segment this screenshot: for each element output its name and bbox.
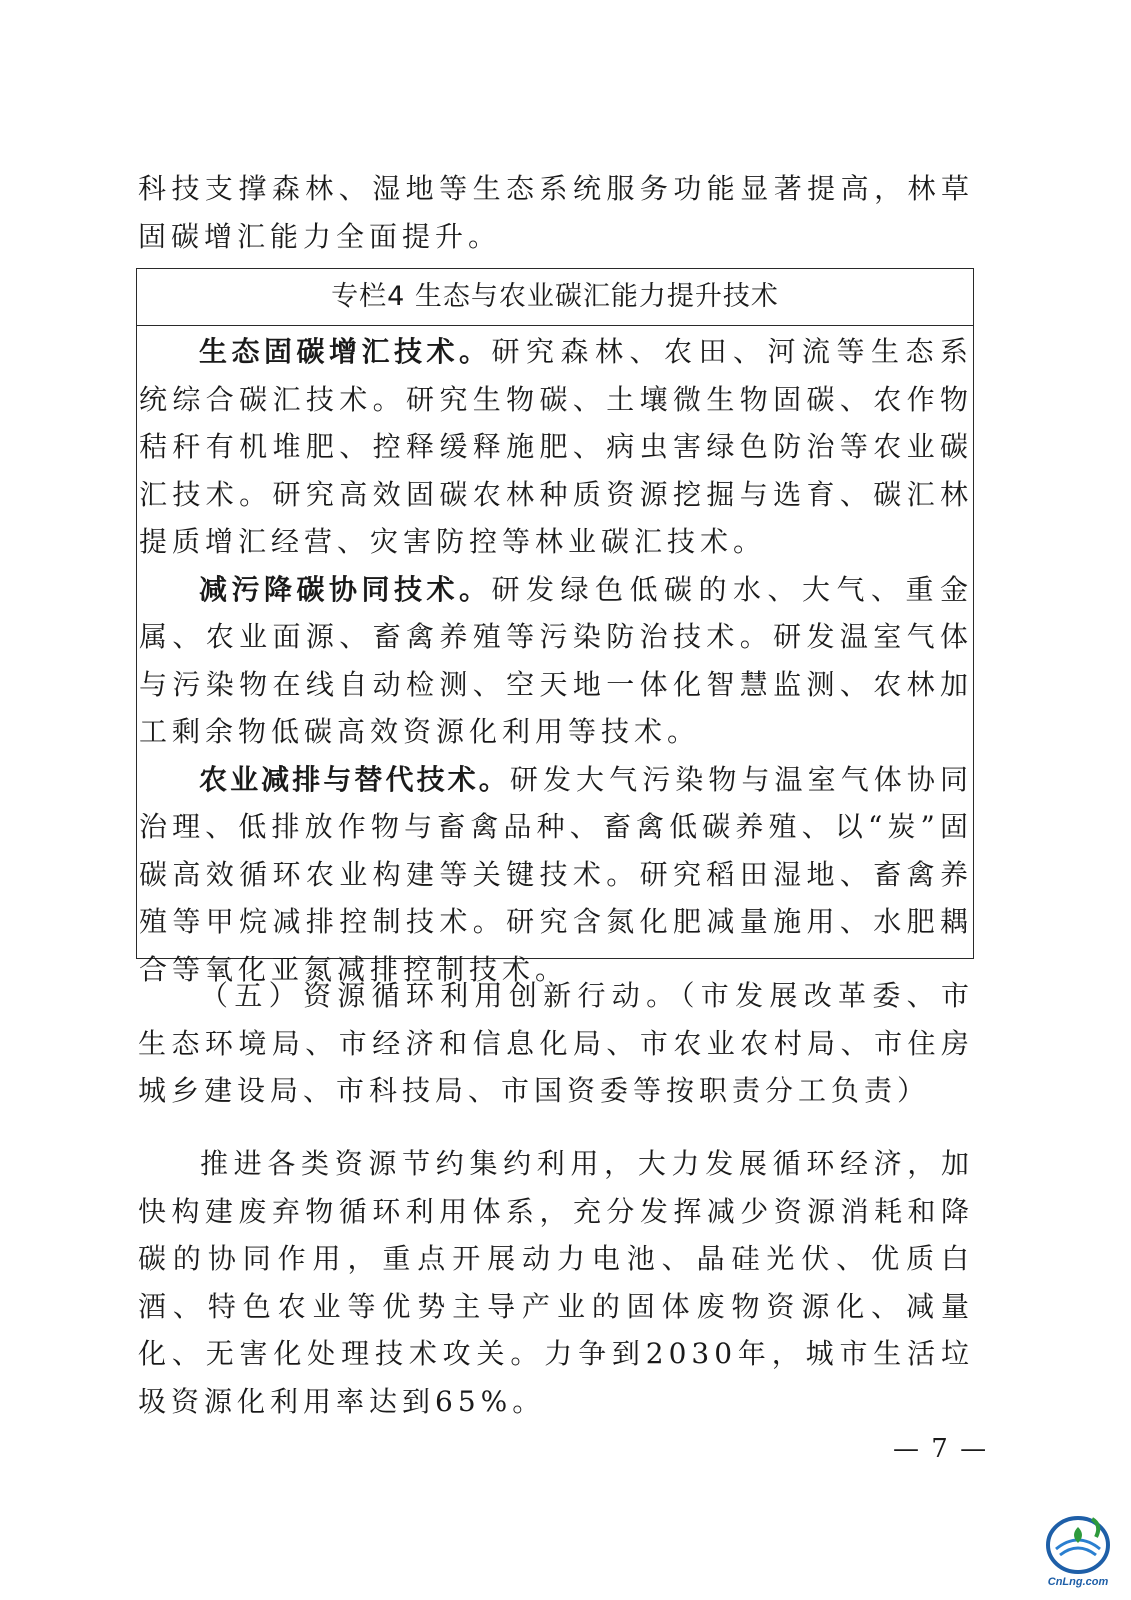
box-body (137, 326, 973, 993)
section-body: 推进各类资源节约集约利用，大力发展循环经济，加快构建废弃物循环利用体系，充分发挥减少资源消耗和降碳的协同作用，重点开展动力电池、晶硅光伏、优质白酒、特色农业等优势主导产业的固体废物资源化、减量化、无害化处理技术攻关。力争到2030年，城市生活垃圾资源化利用率达到65%。 (138, 1147, 974, 1418)
box-item-pollution-reduction (139, 566, 973, 756)
page-number: — 7 — (893, 1434, 989, 1464)
box-title: 专栏4 生态与农业碳汇能力提升技术 (137, 269, 973, 326)
box-item-lead: 减污降碳协同技术。 (199, 572, 492, 606)
cnlng-logo-icon (1036, 1511, 1120, 1591)
box-item-text: 研发绿色低碳的水、大气、重金属、农业面源、畜禽养殖等污染防治技术。研发温室气体与污染物在线自动检测、空天地一体化智慧监测、农林加工剩余物低碳高效资源化利用等技术。 (139, 572, 973, 748)
logo-text: CnLng.com (1047, 1576, 1109, 1588)
box-item-lead: 农业减排与替代技术。 (199, 762, 510, 796)
box-item-ecological-carbon (139, 328, 973, 566)
box-item-agriculture-reduction (139, 756, 973, 994)
cnlng-logo (1036, 1511, 1120, 1591)
special-column-box (136, 268, 974, 986)
section-heading: （五）资源循环利用创新行动。（市发展改革委、市生态环境局、市经济和信息化局、市农业农村局、市住房城乡建设局、市科技局、市国资委等按职责分工负责） (138, 979, 974, 1107)
box-item-text: 研发大气污染物与温室气体协同治理、低排放作物与畜禽品种、畜禽低碳养殖、以“炭”固碳高效循环农业构建等关键技术。研究稻田湿地、畜禽养殖等甲烷减排控制技术。研究含氮化肥减量施用、水肥耦合等氧化亚氮减排控制技术。 (139, 762, 973, 986)
box-item-lead: 生态固碳增汇技术。 (199, 335, 492, 368)
box-item-text: 研究森林、农田、河流等生态系统综合碳汇技术。研究生物碳、土壤微生物固碳、农作物秸秆有机堆肥、控释缓释施肥、病虫害绿色防治等农业碳汇技术。研究高效固碳农林种质资源挖掘与选育、碳汇林提质增汇经营、灾害防控等林业碳汇技术。 (139, 335, 973, 558)
intro-paragraph: 科技支撑森林、湿地等生态系统服务功能显著提高，林草固碳增汇能力全面提升。 (138, 172, 974, 253)
